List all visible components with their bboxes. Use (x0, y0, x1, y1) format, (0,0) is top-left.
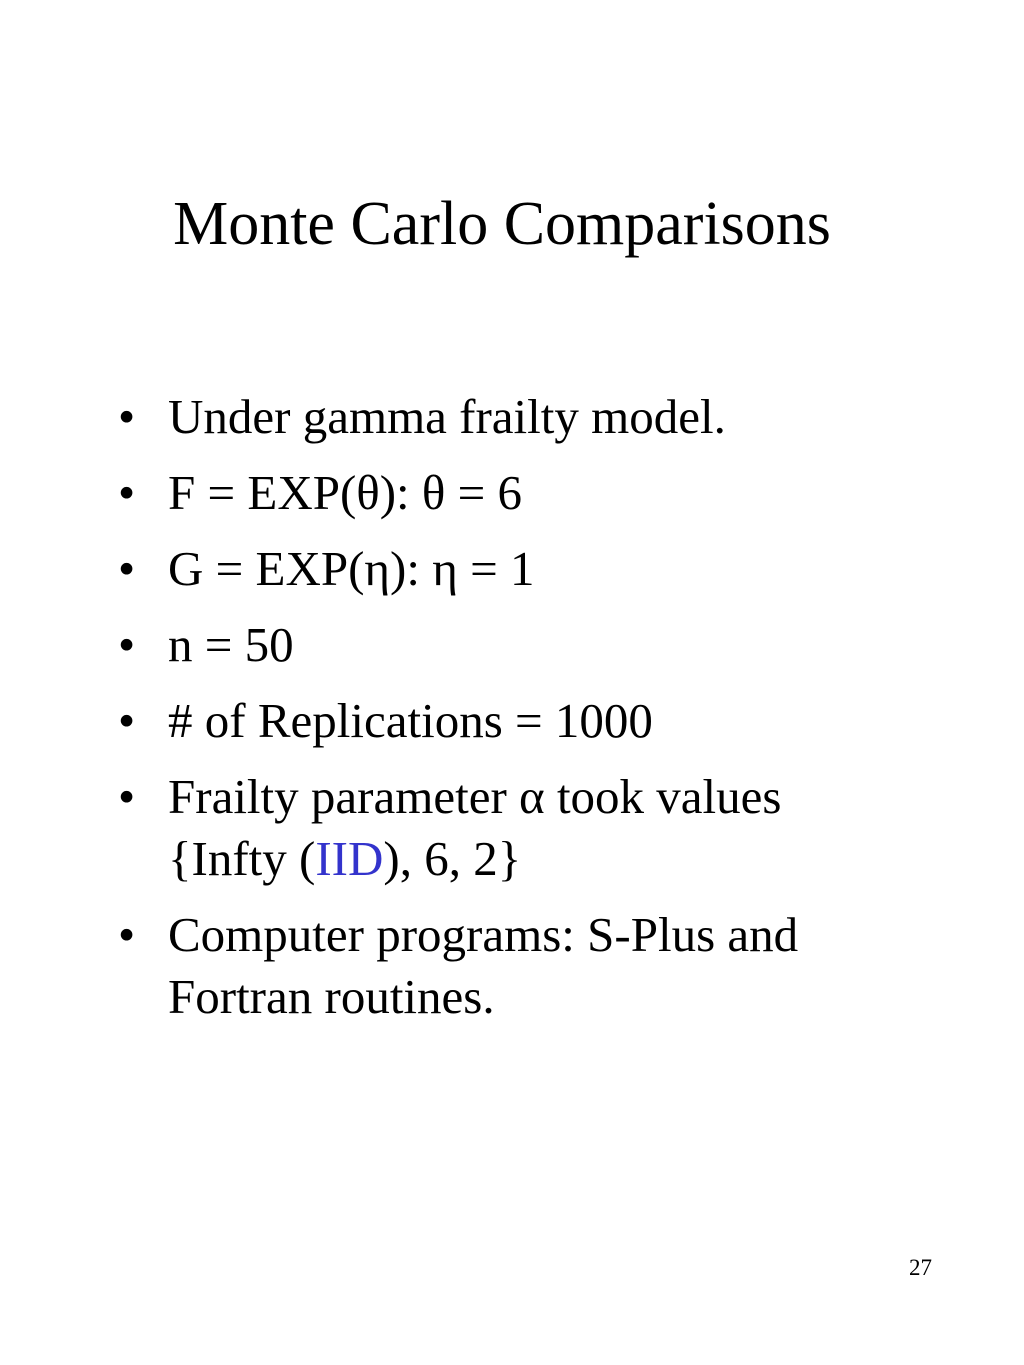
list-item (110, 766, 910, 890)
iid-highlight: IID (315, 831, 384, 886)
slide-title: Monte Carlo Comparisons (173, 190, 831, 258)
bullet-text: G = EXP(η): η = 1 (168, 541, 535, 596)
bullet-icon: • (118, 693, 136, 748)
bullet-text (168, 769, 781, 886)
bullet-icon: • (118, 769, 136, 824)
bullet-text-after: ), 6, 2} (383, 831, 522, 886)
bullet-text: Computer programs: S-Plus and Fortran routines. (168, 907, 799, 1024)
bullet-text: # of Replications = 1000 (168, 693, 653, 748)
list-item (110, 904, 910, 1028)
list-item (110, 386, 910, 448)
list-item (110, 690, 910, 752)
list-item (110, 538, 910, 600)
bullet-text: F = EXP(θ): θ = 6 (168, 465, 523, 520)
bullet-text: Under gamma frailty model. (168, 389, 726, 444)
bullet-icon: • (118, 389, 136, 444)
bullet-icon: • (118, 907, 136, 962)
bullet-icon: • (118, 465, 136, 520)
page-number: 27 (909, 1255, 932, 1280)
list-item (110, 462, 910, 524)
bullet-list (110, 386, 910, 1042)
bullet-icon: • (118, 541, 136, 596)
bullet-text-before: Frailty parameter α took values {Infty ( (168, 769, 782, 886)
list-item (110, 614, 910, 676)
bullet-text: n = 50 (168, 617, 294, 672)
bullet-icon: • (118, 617, 136, 672)
